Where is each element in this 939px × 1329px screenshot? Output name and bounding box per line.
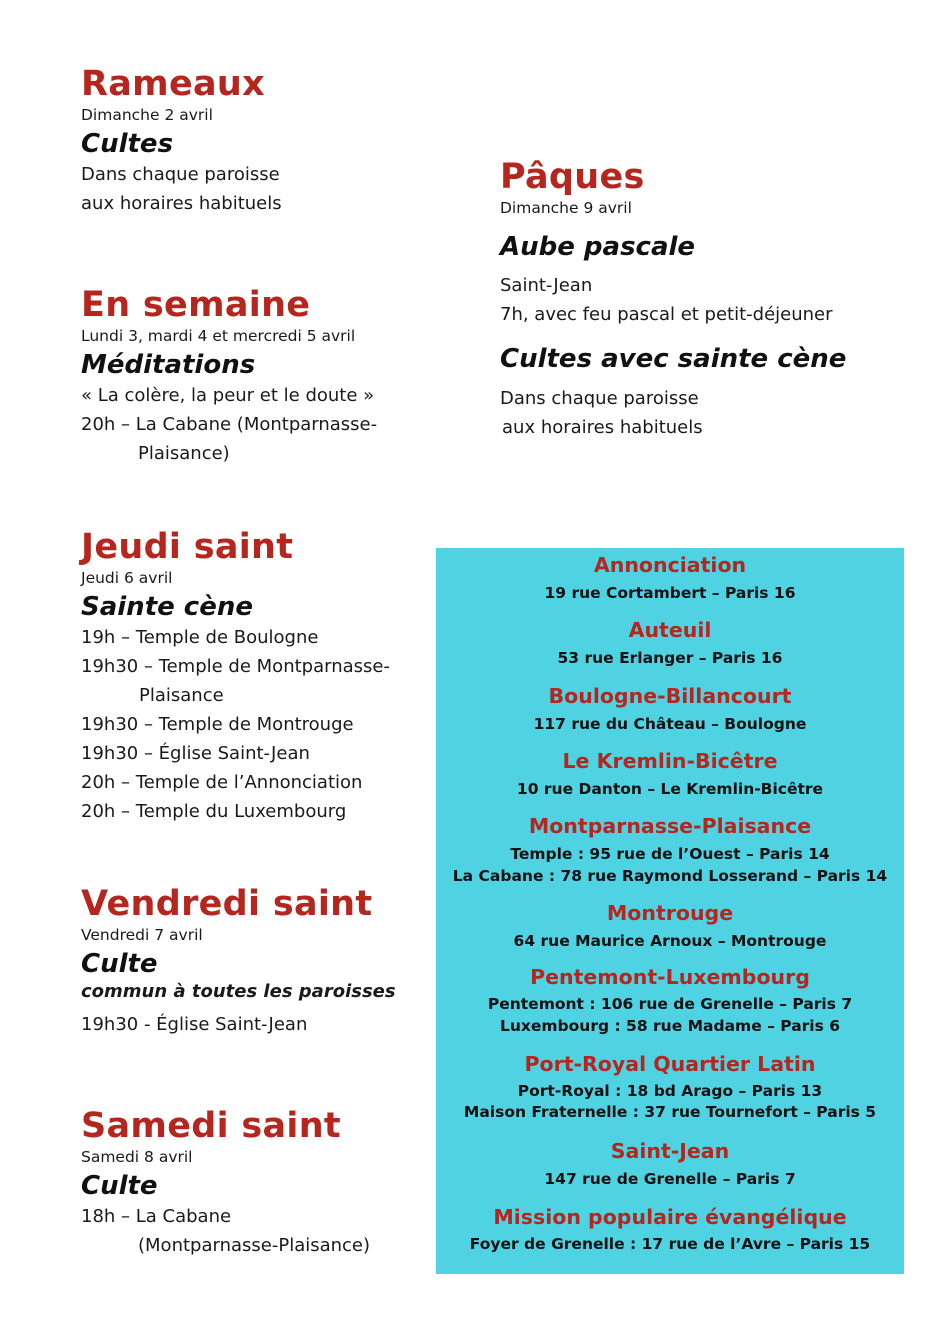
event-title: Cultes <box>81 129 174 159</box>
section-jeudi-saint <box>81 527 390 826</box>
parish-address: Temple : 95 rue de l’Ouest – Paris 14 <box>510 845 830 863</box>
parish-address: Luxembourg : 58 rue Madame – Paris 6 <box>499 1017 841 1035</box>
parish-name: Le Kremlin-Bicêtre <box>562 749 778 773</box>
detail-line: 20h – La Cabane (Montparnasse- <box>81 414 378 435</box>
detail-line: « La colère, la peur et le doute » <box>81 385 375 406</box>
detail-line: 19h30 – Temple de Montrouge <box>81 714 354 735</box>
parish-address: Maison Fraternelle : 37 rue Tournefort – Paris 5 <box>463 1103 877 1121</box>
section-date: Jeudi 6 avril <box>81 569 173 587</box>
detail-line: Plaisance) <box>138 443 230 464</box>
parish-name: Montrouge <box>606 901 734 925</box>
section-samedi-saint <box>81 1106 370 1260</box>
parish-address: Pentemont : 106 rue de Grenelle – Paris 7 <box>487 995 853 1013</box>
event-title: Aube pascale <box>500 232 696 262</box>
parish-name: Port-Royal Quartier Latin <box>524 1052 816 1076</box>
parish-name: Boulogne-Billancourt <box>548 684 792 708</box>
detail-line: 20h – Temple du Luxembourg <box>81 801 347 822</box>
section-date: Vendredi 7 avril <box>81 926 203 944</box>
detail-line: 7h, avec feu pascal et petit-déjeuner <box>500 304 833 325</box>
parish-name: Montparnasse-Plaisance <box>528 814 812 838</box>
section-date: Dimanche 2 avril <box>81 106 213 124</box>
section-date: Lundi 3, mardi 4 et mercredi 5 avril <box>81 327 356 345</box>
section-title: Vendredi saint <box>81 884 373 924</box>
section-date: Samedi 8 avril <box>81 1148 193 1166</box>
parish-address: 64 rue Maurice Arnoux – Montrouge <box>513 932 827 950</box>
detail-line: Dans chaque paroisse <box>81 164 280 185</box>
parish-address: Port-Royal : 18 bd Arago – Paris 13 <box>517 1082 823 1100</box>
event-title: Culte <box>81 1171 158 1201</box>
section-title: En semaine <box>81 285 311 325</box>
detail-line: aux horaires habituels <box>81 193 282 214</box>
parish-list-box <box>436 548 904 1274</box>
parish-address: 147 rue de Grenelle – Paris 7 <box>544 1170 796 1188</box>
event-subtitle: commun à toutes les paroisses <box>81 981 396 1002</box>
detail-line: aux horaires habituels <box>502 417 703 438</box>
detail-line: 18h – La Cabane <box>81 1206 232 1227</box>
detail-line: Dans chaque paroisse <box>500 388 699 409</box>
detail-line: 19h30 – Temple de Montparnasse- <box>81 656 390 677</box>
parish-name: Pentemont-Luxembourg <box>530 965 810 989</box>
parish-name: Annonciation <box>593 553 747 577</box>
event-title: Culte <box>81 949 158 979</box>
section-title: Samedi saint <box>81 1106 341 1146</box>
detail-line: 19h30 - Église Saint-Jean <box>81 1014 308 1035</box>
section-rameaux <box>81 64 282 218</box>
section-date: Dimanche 9 avril <box>500 199 632 217</box>
parish-name: Mission populaire évangélique <box>493 1205 847 1229</box>
section-title: Jeudi saint <box>81 527 294 567</box>
event-title: Cultes avec sainte cène <box>500 344 847 374</box>
parish-name: Saint-Jean <box>610 1139 730 1163</box>
event-title: Sainte cène <box>81 592 253 622</box>
parish-name: Auteuil <box>628 618 712 642</box>
section-vendredi-saint <box>81 884 396 1039</box>
parish-address: 53 rue Erlanger – Paris 16 <box>557 649 783 667</box>
detail-line: (Montparnasse-Plaisance) <box>138 1235 371 1256</box>
detail-line: Saint-Jean <box>500 275 593 296</box>
parish-address: La Cabane : 78 rue Raymond Losserand – Paris 14 <box>452 867 888 885</box>
parish-address: 19 rue Cortambert – Paris 16 <box>544 584 796 602</box>
detail-line: 19h30 – Église Saint-Jean <box>81 743 310 764</box>
detail-line: 20h – Temple de l’Annonciation <box>81 772 363 793</box>
section-paques <box>500 157 846 442</box>
section-title: Rameaux <box>81 64 265 104</box>
detail-line: 19h – Temple de Boulogne <box>81 627 319 648</box>
section-en-semaine <box>81 285 377 468</box>
section-title: Pâques <box>500 157 645 197</box>
parish-address: 117 rue du Château – Boulogne <box>533 715 807 733</box>
event-title: Méditations <box>81 350 256 380</box>
parish-address: Foyer de Grenelle : 17 rue de l’Avre – Paris 15 <box>469 1235 871 1253</box>
detail-line: Plaisance <box>139 685 224 706</box>
parish-address: 10 rue Danton – Le Kremlin-Bicêtre <box>516 780 824 798</box>
